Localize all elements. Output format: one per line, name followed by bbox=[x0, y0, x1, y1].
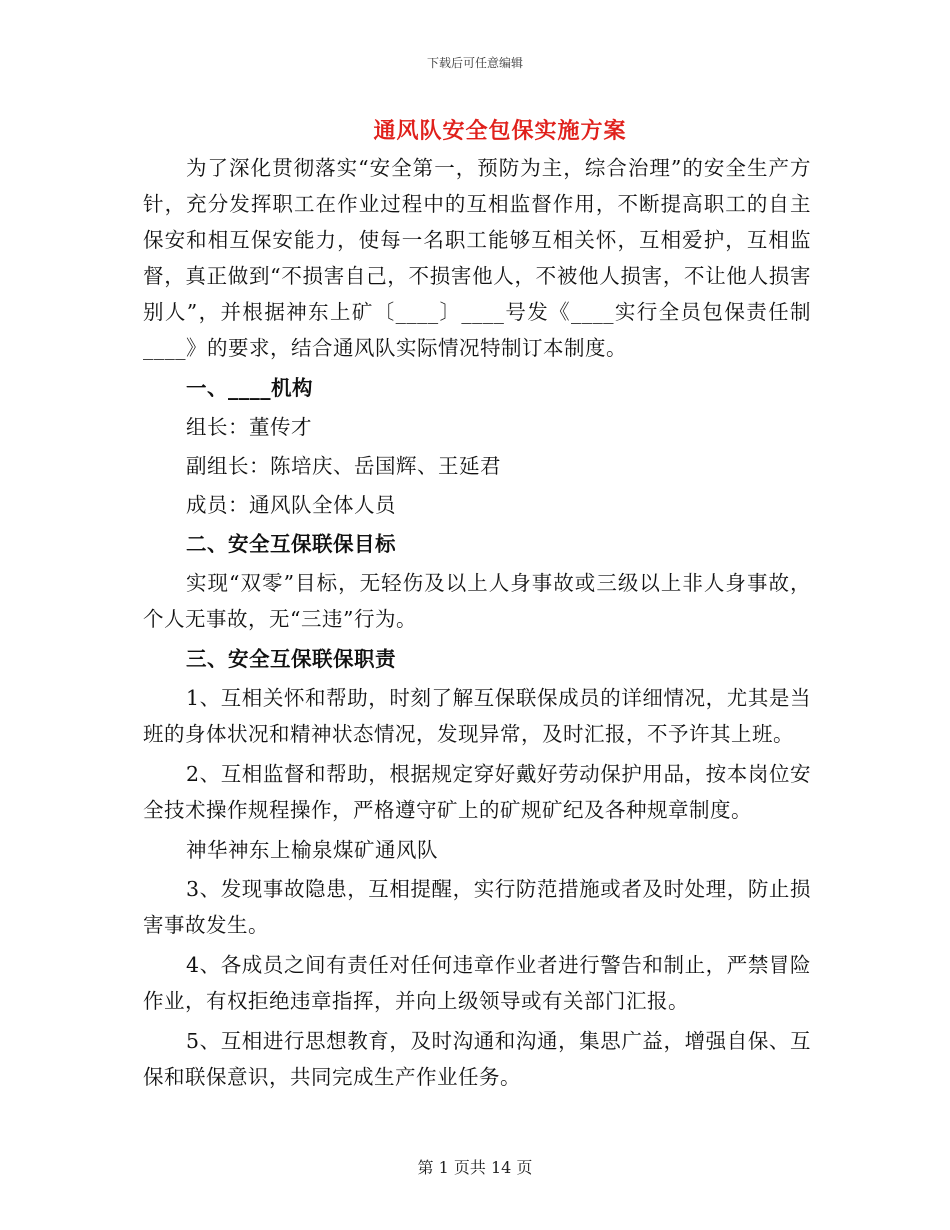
page-footer: 第 1 页共 14 页 bbox=[417, 1158, 533, 1177]
intro-paragraph: 为了深化贯彻落实“安全第一，预防为主，综合治理”的安全生产方针，充分发挥职工在作业过程中的互相监督作用，不断提高职工的自主保安和相互保安能力，使每一名职工能够互相关怀，互相爱护，互相监督，真正做到“不损害自己，不损害他人，不被他人损害，不让他人损害别人”，并根据神东上矿〔____〕____号发《____实行全员包保责任制____》的要求，结合通风队实际情况特制订本制度。 bbox=[143, 156, 811, 360]
section-heading-duties: 三、安全互保联保职责 bbox=[186, 647, 396, 671]
duty-item-4: 4、各成员之间有责任对任何违章作业者进行警告和制止，严禁冒险作业，有权拒绝违章指挥，并向上级领导或有关部门汇报。 bbox=[143, 953, 811, 1013]
group-members: 成员：通风队全体人员 bbox=[186, 493, 396, 517]
duty-item-2: 2、互相监督和帮助，根据规定穿好戴好劳动保护用品，按本岗位安全技术操作规程操作，严格遵守矿上的矿规矿纪及各种规章制度。 bbox=[143, 762, 811, 822]
duty-item-1: 1、互相关怀和帮助，时刻了解互保联保成员的详细情况，尤其是当班的身体状况和精神状态情况，发现异常，及时汇报，不予许其上班。 bbox=[143, 686, 811, 746]
organization-line: 神华神东上榆泉煤矿通风队 bbox=[186, 838, 438, 862]
section-heading-organization: 一、____机构 bbox=[186, 376, 313, 400]
document-body bbox=[143, 150, 811, 1099]
section-heading-goals: 二、安全互保联保目标 bbox=[186, 532, 396, 556]
group-leader: 组长：董传才 bbox=[186, 415, 312, 439]
duty-item-5: 5、互相进行思想教育，及时沟通和沟通，集思广益，增强自保、互保和联保意识，共同完成生产作业任务。 bbox=[143, 1029, 811, 1089]
duty-item-3: 3、发现事故隐患，互相提醒，实行防范措施或者及时处理，防止损害事故发生。 bbox=[143, 877, 811, 937]
document-title: 通风队安全包保实施方案 bbox=[373, 118, 627, 144]
deputy-leaders: 副组长：陈培庆、岳国辉、王延君 bbox=[186, 454, 501, 478]
goals-paragraph: 实现“双零”目标，无轻伤及以上人身事故或三级以上非人身事故，个人无事故，无“三违”行为。 bbox=[143, 571, 811, 631]
header-note: 下载后可任意编辑 bbox=[426, 56, 523, 70]
